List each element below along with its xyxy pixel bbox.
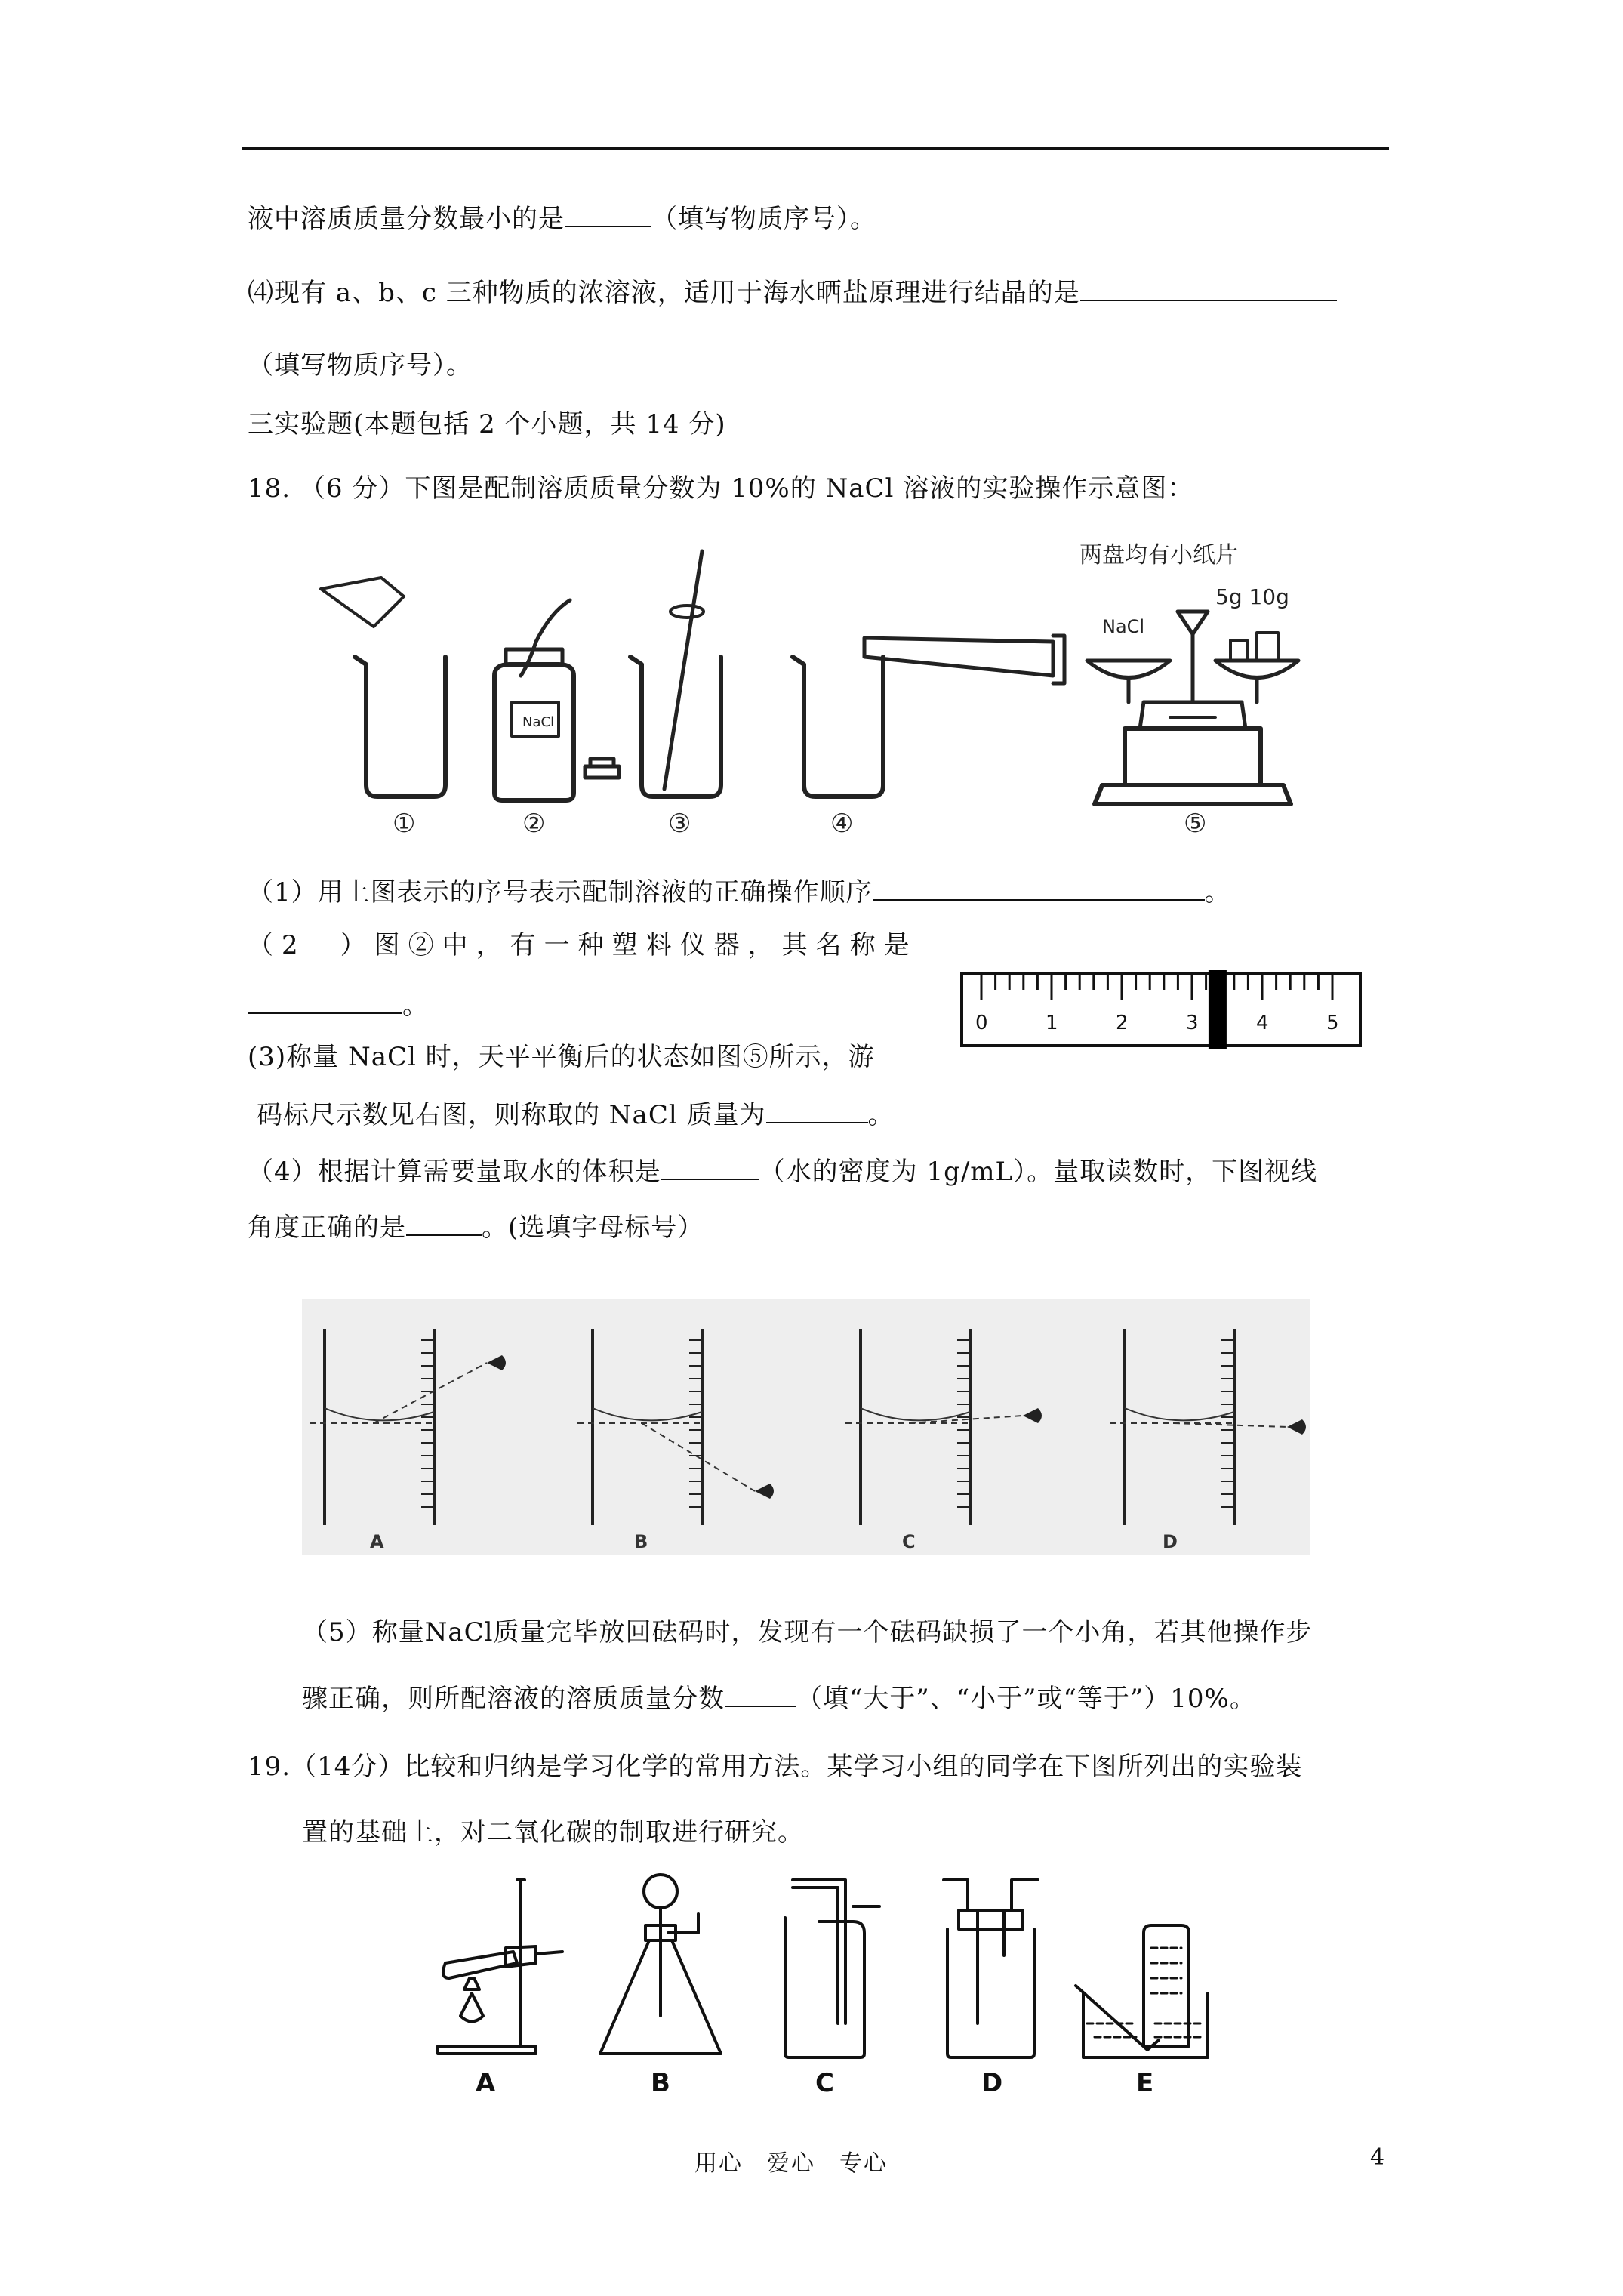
q18-part-5-b: 骤正确，则所配溶液的溶质质量分数 （填“大于”、“小于”或“等于”）10%。 <box>302 1684 1256 1714</box>
stopper-icon <box>585 759 619 778</box>
apparatus-label-a: A <box>476 2068 496 2098</box>
step-label-5: ⑤ <box>1184 809 1207 838</box>
ruler-tick-label: 4 <box>1256 1012 1269 1034</box>
ruler-rider <box>1209 970 1227 1049</box>
step-label-2: ② <box>522 809 546 838</box>
nacl-label: NaCl <box>1102 616 1145 637</box>
apparatus-label-c: C <box>815 2068 834 2098</box>
ruler-tick-label: 2 <box>1116 1012 1129 1034</box>
q18-part-3-b: 码标尺示数见右图，则称取的 NaCl 质量为 。 <box>257 1100 895 1130</box>
q18-intro: 18. （6 分）下图是配制溶质质量分数为 10%的 NaCl 溶液的实验操作示意图： <box>248 473 1194 504</box>
answer-blank[interactable] <box>766 1099 868 1123</box>
apparatus-a-icon <box>438 1880 562 2054</box>
reagent-jar-icon <box>494 664 574 800</box>
ruler-tick-label: 3 <box>1186 1012 1199 1034</box>
q18-part-5-a: （5）称量NaCl质量完毕放回砝码时，发现有一个砝码缺损了一个小角，若其他操作步 <box>302 1617 1313 1647</box>
weight-10g-icon <box>1257 633 1278 661</box>
weight-5g-icon <box>1230 640 1247 661</box>
gas-apparatus-figure <box>430 1865 1215 2099</box>
ruler-tick-label: 0 <box>975 1012 988 1034</box>
balance-caption: 两盘均有小纸片 <box>1079 542 1238 569</box>
header-rule <box>242 147 1389 150</box>
apparatus-b-icon <box>600 1875 721 2054</box>
jar-label: NaCl <box>522 714 555 730</box>
answer-blank[interactable] <box>565 203 651 227</box>
weighing-paper-icon <box>321 578 404 627</box>
q19-line-b: 置的基础上，对二氧化碳的制取进行研究。 <box>302 1817 804 1848</box>
answer-blank[interactable] <box>725 1683 796 1707</box>
answer-blank[interactable] <box>406 1212 482 1236</box>
answer-blank[interactable] <box>661 1156 759 1180</box>
answer-blank[interactable] <box>1080 277 1337 301</box>
answer-blank[interactable] <box>248 990 402 1014</box>
step-label-4: ④ <box>830 809 854 838</box>
ruler-tick-label: 5 <box>1326 1012 1339 1034</box>
apparatus-label-b: B <box>651 2068 670 2098</box>
q18-part-2-b: 。 <box>248 989 429 1022</box>
ruler-tick-label: 1 <box>1046 1012 1058 1034</box>
weights-label: 5g 10g <box>1215 584 1289 609</box>
glass-rod-icon <box>664 551 702 789</box>
footer-motto: 用心 爱心 专心 <box>694 2150 888 2177</box>
option-label-a: A <box>370 1531 384 1552</box>
solution-preparation-figure <box>310 536 1366 838</box>
balance-icon <box>1095 785 1291 804</box>
q17-line-b: ⑷现有 a、b、c 三种物质的浓溶液，适用于海水晒盐原理进行结晶的是 <box>248 276 1337 310</box>
page-number: 4 <box>1370 2144 1387 2171</box>
graduated-cylinder-icon <box>864 638 1053 676</box>
option-label-b: B <box>634 1531 648 1552</box>
beaker-1-icon <box>355 657 445 797</box>
option-label-d: D <box>1163 1531 1178 1552</box>
q17-line-c: （填写物质序号）。 <box>248 350 473 381</box>
answer-blank[interactable] <box>873 877 1205 901</box>
section-3-title: 三实验题(本题包括 2 个小题，共 14 分) <box>248 409 726 439</box>
apparatus-label-d: D <box>981 2068 1003 2098</box>
q18-part-4-a: （4）根据计算需要量取水的体积是 （水的密度为 1g/mL）。量取读数时，下图视线 <box>248 1157 1318 1187</box>
q19-line-a: 19.（14分）比较和归纳是学习化学的常用方法。某学习小组的同学在下图所列出的实验装 <box>248 1752 1303 1782</box>
vernier-ruler-figure <box>959 970 1366 1053</box>
beaker-4-icon <box>793 657 883 797</box>
apparatus-c-icon <box>785 1880 879 2057</box>
apparatus-d-icon <box>944 1880 1038 2057</box>
q18-part-3-a: (3)称量 NaCl 时，天平平衡后的状态如图⑤所示，游 <box>248 1042 875 1072</box>
q18-part-2-a: （2 ）图②中，有一种塑料仪器，其名称是 <box>248 930 918 960</box>
meniscus-reading-figure <box>302 1299 1310 1555</box>
option-label-c: C <box>902 1531 916 1552</box>
step-label-1: ① <box>393 809 416 838</box>
q18-part-1: （1）用上图表示的序号表示配制溶液的正确操作顺序 。 <box>248 877 1231 908</box>
q17-line-a: 液中溶质质量分数最小的是 （填写物质序号）。 <box>248 204 876 234</box>
apparatus-e-icon <box>1076 1925 1208 2057</box>
q18-part-4-b: 角度正确的是 。(选填字母标号） <box>248 1213 704 1243</box>
step-label-3: ③ <box>668 809 691 838</box>
apparatus-label-e: E <box>1136 2068 1154 2098</box>
